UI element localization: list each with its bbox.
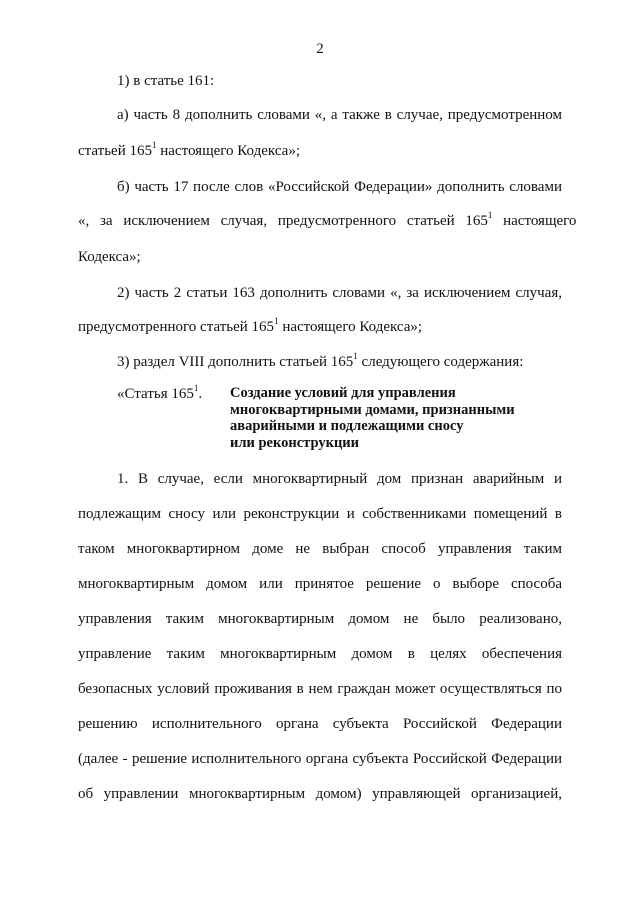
superscript: 1	[487, 210, 493, 220]
article-label: «Статья $165^1$.	[117, 383, 203, 402]
article-title	[230, 385, 530, 451]
article-title-line: многоквартирными домами, признанными	[230, 401, 515, 418]
body-line: решению исполнительного органа субъекта Российской Федерации	[78, 716, 562, 732]
superscript: 1	[353, 351, 358, 361]
body-line: управления таким многоквартирным домом не было реализовано,	[78, 611, 562, 627]
superscript: 1	[274, 316, 279, 326]
text-line: б) часть 17 после слов «Российской Федерации» дополнить словами	[117, 179, 562, 195]
text-line: «, за исключением случая, предусмотренного статьей $165^1$ настоящего	[78, 210, 577, 229]
body-line: безопасных условий проживания в нем граждан может осуществляться по	[78, 681, 562, 697]
body-line: многоквартирным домом или принятое решение о выборе способа	[78, 576, 562, 592]
text-line: 3) раздел VIII дополнить статьей $165^1$ следующего содержания:	[117, 351, 524, 370]
body-line: (далее - решение исполнительного органа субъекта Российской Федерации	[78, 751, 562, 767]
article-title-line: Создание условий для управления	[230, 385, 456, 401]
body-line: подлежащим сносу или реконструкции и собственниками помещений в	[78, 506, 562, 522]
article-title-line: аварийными и подлежащими сносу	[230, 418, 464, 434]
article-title-line: или реконструкции	[230, 434, 360, 451]
page-number: 2	[316, 41, 324, 57]
text-line: статьей $165^1$ настоящего Кодекса»;	[78, 140, 300, 159]
superscript: 1	[152, 140, 157, 150]
body-line: об управлении многоквартирным домом) управляющей организацией,	[78, 786, 562, 802]
text-line: 1) в статье 161:	[117, 73, 215, 89]
text-line: 2) часть 2 статьи 163 дополнить словами «, за исключением случая,	[117, 285, 562, 301]
text-line: предусмотренного статьей $165^1$ настоящего Кодекса»;	[78, 316, 423, 335]
body-line: 1. В случае, если многоквартирный дом признан аварийным и	[117, 471, 562, 487]
body-line: таком многоквартирном доме не выбран способ управления таким	[78, 541, 562, 557]
body-line: управление таким многоквартирным домом в целях обеспечения	[78, 646, 562, 662]
superscript: 1	[193, 383, 199, 393]
text-line: а) часть 8 дополнить словами «, а также в случае, предусмотренном	[117, 107, 562, 123]
text-line: Кодекса»;	[78, 249, 141, 265]
